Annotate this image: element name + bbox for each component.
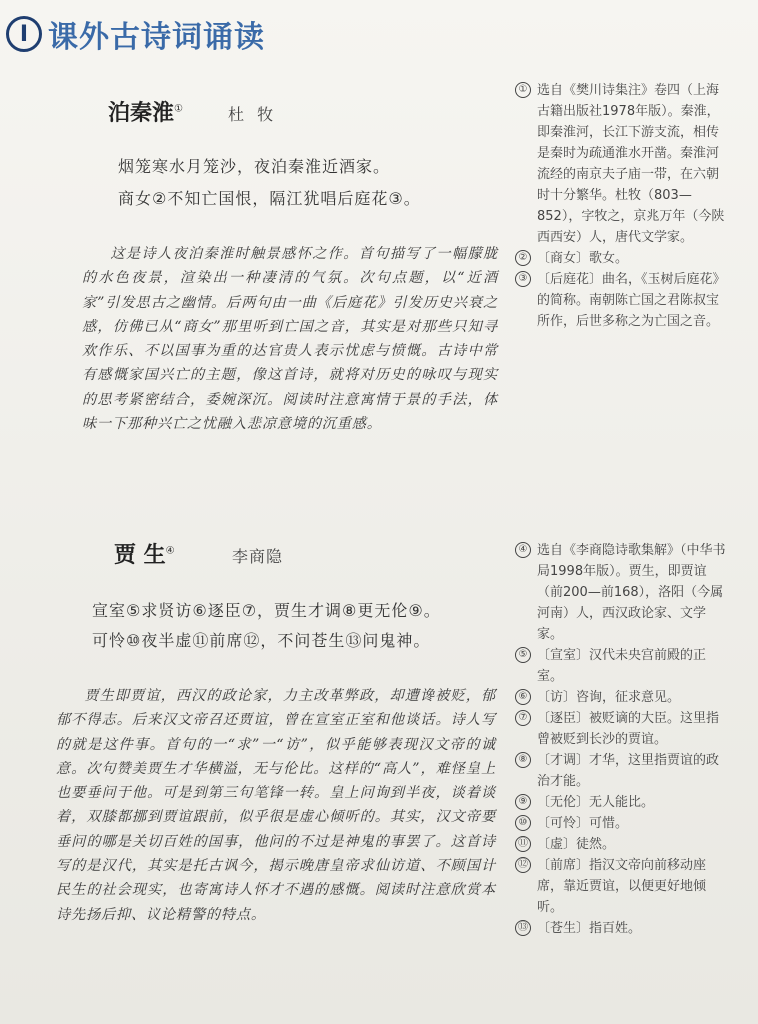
footnote-text: 〔逐臣〕被贬谪的大臣。这里指曾被贬到长沙的贾谊。 [537, 711, 720, 747]
footnote [515, 792, 727, 813]
footnotes-poem1 [515, 80, 727, 332]
footnote-number: ⑫ [515, 857, 531, 873]
footnote-text: 〔无伦〕无人能比。 [537, 795, 655, 810]
footnote [515, 834, 727, 855]
footnote-text: 〔才调〕才华，这里指贾谊的政治才能。 [537, 753, 720, 789]
poem-author: 李商隐 [232, 547, 284, 566]
section-header [6, 12, 265, 56]
footnote [515, 269, 727, 332]
footnote [515, 687, 727, 708]
footnote-number: ② [515, 250, 531, 266]
poem-title-jia-sheng [114, 538, 175, 569]
footnote-text: 〔访〕咨询，征求意见。 [537, 690, 681, 705]
footnote [515, 540, 727, 645]
poem-line: 可怜⑩夜半虚⑪前席⑫，不问苍生⑬问鬼神。 [92, 631, 431, 650]
footnote-number: ⑤ [515, 647, 531, 663]
footnote [515, 80, 727, 248]
footnote-number: ⑥ [515, 689, 531, 705]
poem-line: 烟笼寒水月笼沙，夜泊秦淮近酒家。 [118, 157, 391, 176]
footnote [515, 248, 727, 269]
footnote [515, 645, 727, 687]
footnote-text: 选自《李商隐诗歌集解》（中华书局1998年版）。贾生，即贾谊（前200—前168），洛阳（今属河南）人，西汉政论家、文学家。 [537, 543, 726, 642]
poem-commentary: 贾生即贾谊，西汉的政论家，力主改革弊政，却遭谗被贬，郁郁不得志。后来汉文帝召还贾谊，曾在宣室正室和他谈话。诗人写的就是这件事。首句的一“求”一“访”，似乎能够表现汉文帝的诚意。次句赞美贾生才华横溢，无与伦比。这样的“高人”，难怪皇上也要垂问于他。可是到第三句笔锋一转。皇上问询到半夜，谈着谈着，双膝都挪到贾谊跟前，似乎很是虚心倾听的。其实，汉文帝要垂问的哪是关切百姓的国事，他问的不过是神鬼的事罢了。这首诗写的是汉代，其实是托古讽今，揭示晚唐皇帝求仙访道、不顾国计民生的社会现实，也寄寓诗人怀才不遇的感慨。阅读时注意欣赏本诗先扬后抑、议论精警的特点。 [56, 688, 496, 923]
section-number-icon: I [6, 16, 42, 52]
poem-author: 杜 牧 [228, 105, 278, 124]
footnote-text: 〔苍生〕指百姓。 [537, 921, 642, 936]
footnote [515, 918, 727, 939]
footnote-text: 〔可怜〕可惜。 [537, 816, 629, 831]
footnotes-poem2 [515, 540, 727, 939]
poem-title-bo-qin-huai [108, 96, 183, 127]
footnote-number: ③ [515, 271, 531, 287]
footnote [515, 750, 727, 792]
poem-title-text: 贾 生 [114, 542, 166, 568]
footnote-text: 选自《樊川诗集注》卷四（上海古籍出版社1978年版）。秦淮，即秦淮河，长江下游支流，相传是秦时为疏通淮水开凿。秦淮河流经的南京夫子庙一带，在六朝时十分繁华。杜牧（803—852），字牧之，京兆万年（今陕西西安）人，唐代文学家。 [537, 83, 725, 245]
section-title: 课外古诗词诵读 [48, 20, 265, 55]
footnote-marker: ① [174, 103, 183, 115]
footnote-number: ⑬ [515, 920, 531, 936]
poem-commentary: 这是诗人夜泊秦淮时触景感怀之作。首句描写了一幅朦胧的水色夜景，渲染出一种凄清的气氛。次句点题，以“近酒家”引发思古之幽情。后两句由一曲《后庭花》引发历史兴衰之感，仿佛已从“商女”那里听到亡国之音，其实是对那些只知寻欢作乐、不以国事为重的达官贵人表示忧虑与愤慨。古诗中常有感慨家国兴亡的主题，像这首诗，就将对历史的咏叹与现实的思考紧密结合，委婉深沉。阅读时注意寓情于景的手法，体味一下那种兴亡之忧融入悲凉意境的沉重感。 [82, 246, 498, 433]
footnote-text: 〔前席〕指汉文帝向前移动座席，靠近贾谊，以便更好地倾听。 [537, 858, 707, 915]
footnote-number: ① [515, 82, 531, 98]
footnote-text: 〔虚〕徒然。 [537, 837, 616, 852]
footnote-text: 〔后庭花〕曲名，《玉树后庭花》的简称。南朝陈亡国之君陈叔宝所作，后世多称之为亡国之音。 [537, 272, 726, 329]
footnote-marker: ④ [165, 545, 175, 557]
footnote-number: ⑦ [515, 710, 531, 726]
footnote-number: ⑨ [515, 794, 531, 810]
footnote-number: ⑧ [515, 752, 531, 768]
footnote-text: 〔宣室〕汉代未央宫前殿的正室。 [537, 648, 707, 684]
footnote-number: ⑪ [515, 836, 531, 852]
footnote-number: ⑩ [515, 815, 531, 831]
poem-title-text: 泊秦淮 [108, 100, 175, 126]
poem-line: 商女②不知亡国恨，隔江犹唱后庭花③。 [118, 189, 421, 208]
poem-line: 宣室⑤求贤访⑥逐臣⑦，贾生才调⑧更无伦⑨。 [92, 601, 441, 620]
footnote-number: ④ [515, 542, 531, 558]
footnote-text: 〔商女〕歌女。 [537, 251, 629, 266]
footnote [515, 855, 727, 918]
footnote [515, 813, 727, 834]
footnote [515, 708, 727, 750]
